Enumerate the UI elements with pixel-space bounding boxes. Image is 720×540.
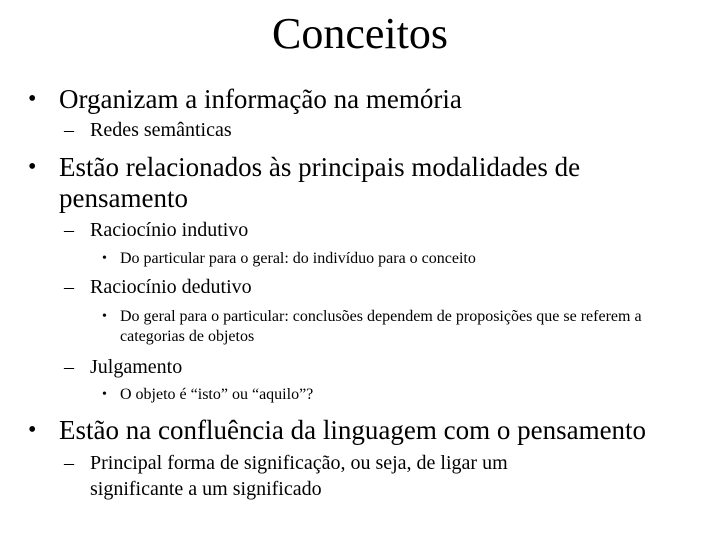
bullet-text: Estão na confluência da linguagem com o pensamento bbox=[59, 415, 647, 445]
bullet-text: Organizam a informação na memória bbox=[59, 84, 462, 114]
detail-bullet-julgamento bbox=[102, 385, 702, 405]
sub-bullet-text: Redes semânticas bbox=[90, 119, 232, 141]
dash-marker: – bbox=[64, 452, 74, 474]
bullet-confluencia bbox=[28, 415, 708, 446]
detail-text: Do particular para o geral: do indivíduo para o conceito bbox=[120, 250, 476, 267]
detail-text: Do geral para o particular: conclusões dependem de proposições que se referem a categorias de objetos bbox=[120, 308, 642, 345]
dash-marker: – bbox=[64, 119, 74, 141]
dash-marker: – bbox=[64, 356, 74, 378]
bullet-marker: • bbox=[102, 387, 107, 402]
detail-bullet-indutivo bbox=[102, 249, 702, 269]
sub-bullet-text: Julgamento bbox=[90, 356, 183, 378]
sub-bullet-text: Raciocínio dedutivo bbox=[90, 276, 252, 298]
bullet-marker: • bbox=[28, 417, 37, 443]
bullet-marker: • bbox=[102, 251, 107, 266]
bullet-marker: • bbox=[102, 309, 107, 324]
sub-bullet-text: Raciocínio indutivo bbox=[90, 219, 249, 241]
bullet-estao-relacionados bbox=[28, 152, 668, 214]
dash-marker: – bbox=[64, 219, 74, 241]
sub-bullet-text: Principal forma de significação, ou seja, de ligar um significante a um significado bbox=[90, 452, 508, 500]
sub-bullet-dedutivo bbox=[64, 274, 684, 300]
sub-bullet-julgamento bbox=[64, 354, 684, 380]
sub-bullet-indutivo bbox=[64, 217, 684, 243]
sub-bullet-redes bbox=[64, 117, 684, 143]
detail-bullet-dedutivo bbox=[102, 307, 702, 347]
slide-title: Conceitos bbox=[272, 9, 448, 58]
detail-text: O objeto é “isto” ou “aquilo”? bbox=[120, 386, 314, 403]
bullet-marker: • bbox=[28, 86, 37, 112]
bullet-text: Estão relacionados às principais modalidades de pensamento bbox=[59, 152, 581, 213]
dash-marker: – bbox=[64, 276, 74, 298]
bullet-organizam bbox=[28, 84, 688, 115]
sub-bullet-significacao bbox=[64, 450, 624, 502]
bullet-marker: • bbox=[28, 154, 37, 180]
